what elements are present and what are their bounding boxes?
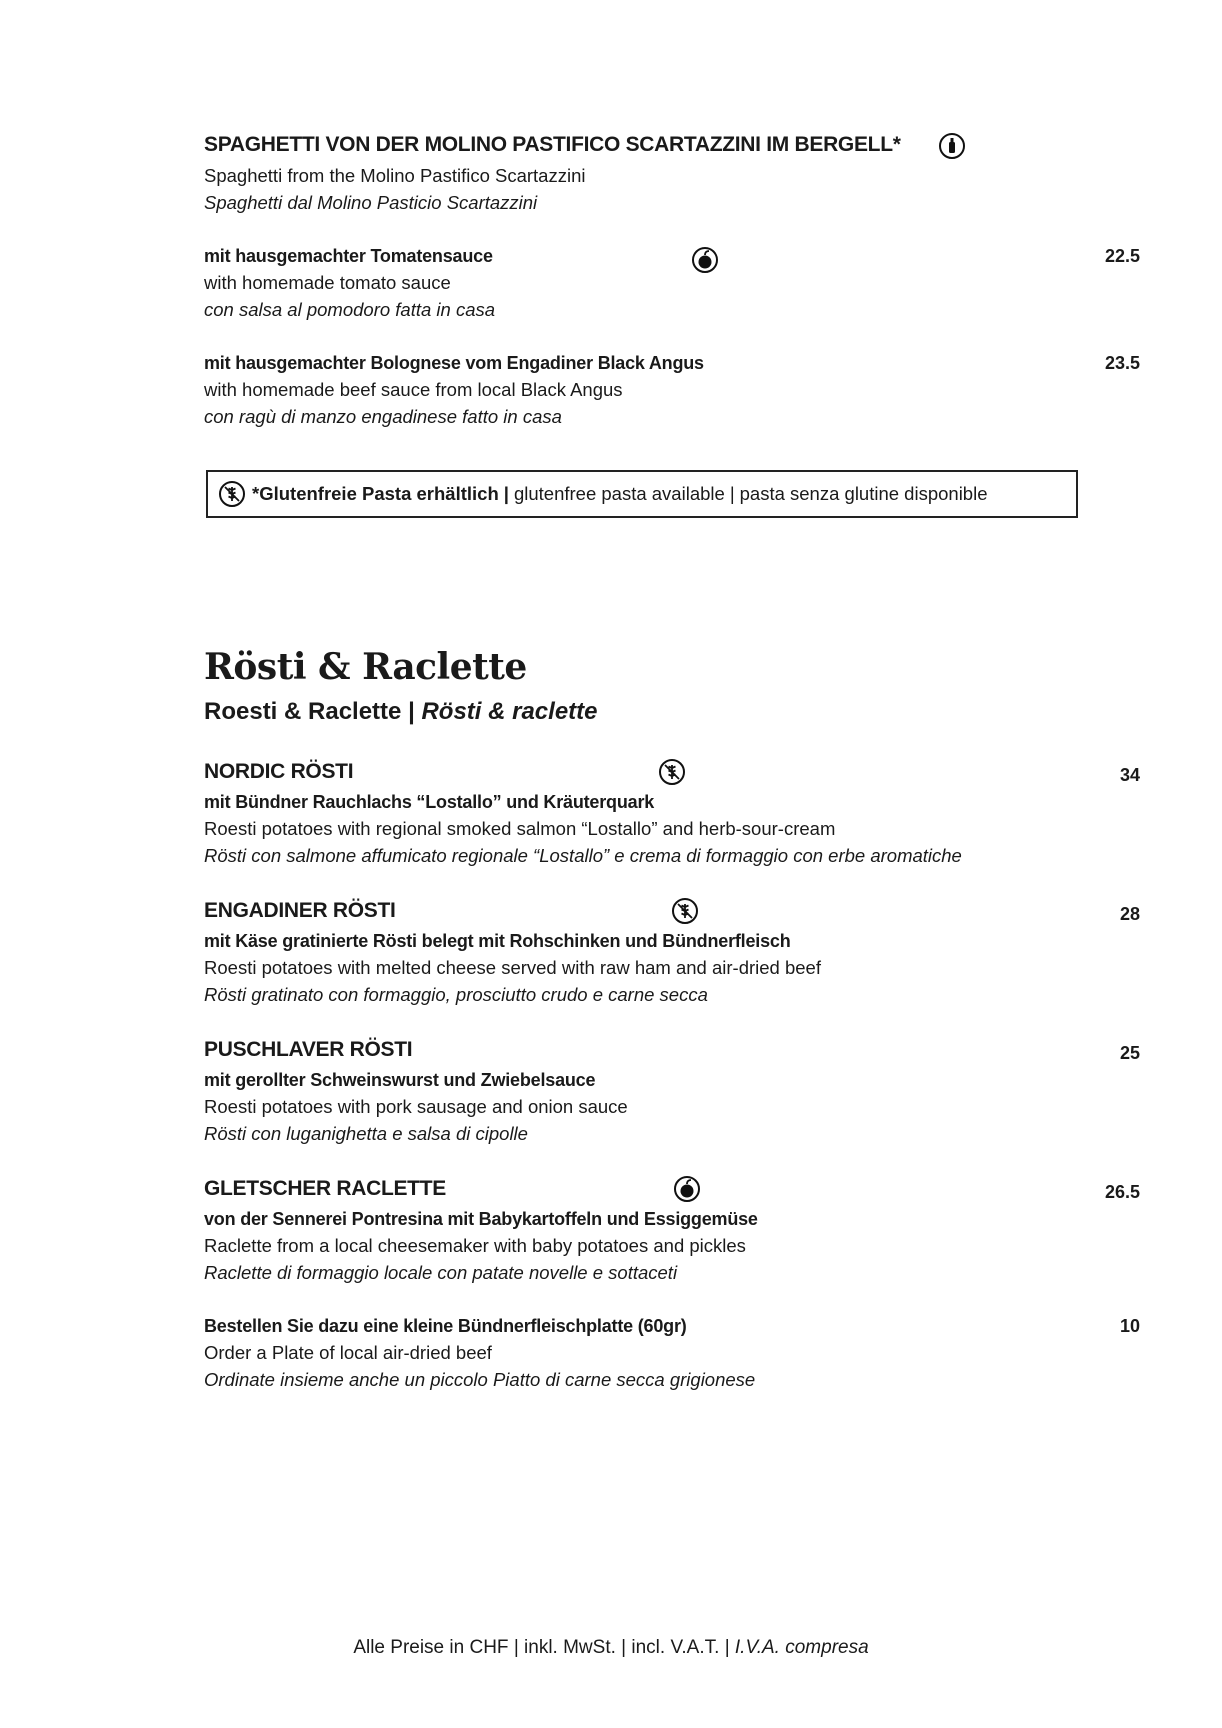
- menu-item-en: Raclette from a local cheesemaker with baby potatoes and pickles: [204, 1235, 746, 1256]
- gluten-free-icon: [658, 758, 686, 786]
- spaghetti-item-en: with homemade beef sauce from local Black Angus: [204, 379, 623, 400]
- extra-item-de: Bestellen Sie dazu eine kleine Bündnerfleischplatte (60gr): [204, 1316, 687, 1336]
- spaghetti-item-price: 22.5: [1104, 246, 1140, 266]
- menu-item-name: GLETSCHER RACLETTE: [204, 1177, 446, 1200]
- footer-currency: Alle Preise in CHF: [353, 1637, 509, 1658]
- menu-item-de: mit gerollter Schweinswurst und Zwiebelsauce: [204, 1070, 596, 1090]
- footer-separator: |: [621, 1637, 627, 1658]
- gluten-free-icon: [671, 897, 699, 925]
- menu-item-de: mit Käse gratinierte Rösti belegt mit Rohschinken und Bündnerfleisch: [204, 931, 791, 951]
- footer-vat-en: incl. V.A.T.: [631, 1637, 720, 1658]
- spaghetti-item-de: mit hausgemachter Tomatensauce: [204, 246, 493, 266]
- extra-item-en: Order a Plate of local air-dried beef: [204, 1342, 492, 1363]
- section-subtitle-separator: |: [408, 698, 415, 725]
- menu-item-name: PUSCHLAVER RÖSTI: [204, 1038, 413, 1061]
- menu-item-en: Roesti potatoes with melted cheese served with raw ham and air-dried beef: [204, 957, 821, 978]
- section-subtitle-en: Roesti & Raclette: [204, 698, 402, 725]
- menu-item-en: Roesti potatoes with pork sausage and onion sauce: [204, 1096, 628, 1117]
- spaghetti-item-de: mit hausgemachter Bolognese vom Engadiner Black Angus: [204, 353, 704, 373]
- spaghetti-item-en: with homemade tomato sauce: [204, 272, 451, 293]
- bottle-icon: [938, 132, 966, 160]
- menu-item-price: 25: [1119, 1043, 1140, 1063]
- price-footer: [0, 1637, 1222, 1659]
- menu-item-it: Raclette di formaggio locale con patate novelle e sottaceti: [204, 1262, 678, 1283]
- section-title: Rösti & Raclette: [204, 646, 527, 688]
- vegetarian-icon: [673, 1175, 701, 1203]
- menu-item-price: 26.5: [1104, 1182, 1140, 1202]
- notice-it: pasta senza glutine disponible: [739, 483, 988, 504]
- spaghetti-title-en: Spaghetti from the Molino Pastifico Scartazzini: [204, 165, 586, 186]
- section-subtitle: [204, 698, 598, 726]
- footer-vat-de: inkl. MwSt.: [524, 1637, 616, 1658]
- notice-bold: *Glutenfreie Pasta erhältlich: [252, 483, 499, 504]
- notice-separator: |: [503, 483, 509, 504]
- menu-item-price: 34: [1119, 765, 1140, 785]
- menu-item-name: NORDIC RÖSTI: [204, 760, 354, 783]
- notice-en: glutenfree pasta available: [513, 483, 725, 504]
- gluten-free-icon: [218, 480, 246, 508]
- extra-item-price: 10: [1119, 1316, 1140, 1336]
- spaghetti-item-price: 23.5: [1104, 353, 1140, 373]
- menu-item-it: Rösti con luganighetta e salsa di cipolle: [204, 1123, 528, 1144]
- spaghetti-title: SPAGHETTI VON DER MOLINO PASTIFICO SCARTAZZINI IM BERGELL*: [204, 133, 901, 156]
- section-subtitle-it: Rösti & raclette: [421, 698, 598, 725]
- spaghetti-item-it: con salsa al pomodoro fatta in casa: [204, 299, 496, 320]
- menu-item-price: 28: [1119, 904, 1140, 924]
- menu-item-it: Rösti con salmone affumicato regionale “Lostallo” e crema di formaggio con erbe aromatiche: [204, 845, 962, 866]
- footer-separator: |: [724, 1637, 730, 1658]
- menu-item-name: ENGADINER RÖSTI: [204, 899, 396, 922]
- menu-item-de: von der Sennerei Pontresina mit Babykartoffeln und Essiggemüse: [204, 1209, 758, 1229]
- spaghetti-item-it: con ragù di manzo engadinese fatto in casa: [204, 406, 562, 427]
- footer-separator: |: [513, 1637, 519, 1658]
- menu-item-de: mit Bündner Rauchlachs “Lostallo” und Kräuterquark: [204, 792, 655, 812]
- menu-item-it: Rösti gratinato con formaggio, prosciutto crudo e carne secca: [204, 984, 708, 1005]
- notice-separator: |: [729, 483, 735, 504]
- extra-item-it: Ordinate insieme anche un piccolo Piatto di carne secca grigionese: [204, 1369, 756, 1390]
- menu-item-en: Roesti potatoes with regional smoked salmon “Lostallo” and herb-sour-cream: [204, 818, 836, 839]
- footer-vat-it: I.V.A. compresa: [734, 1637, 869, 1658]
- glutenfree-notice: [206, 470, 1078, 518]
- vegetarian-icon: [691, 246, 719, 274]
- spaghetti-title-it: Spaghetti dal Molino Pasticio Scartazzini: [204, 192, 538, 213]
